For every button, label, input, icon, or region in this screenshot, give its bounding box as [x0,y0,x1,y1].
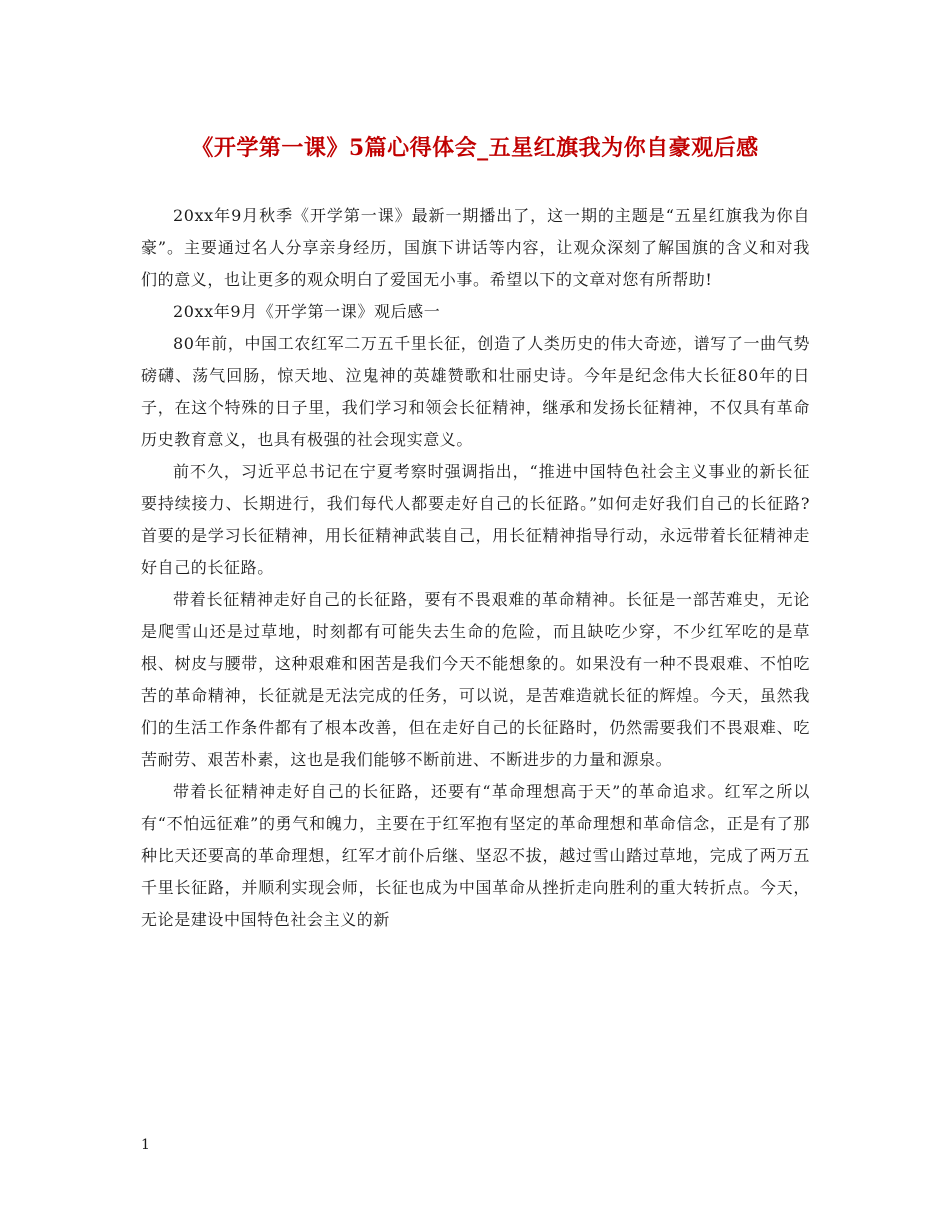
body-paragraph: 带着长征精神走好自己的长征路，要有不畏艰难的革命精神。长征是一部苦难史，无论是爬雪山还是过草地，时刻都有可能失去生命的危险，而且缺吃少穿，不少红军吃的是草根、树皮与腰带，这种艰难和困苦是我们今天不能想象的。如果没有一种不畏艰难、不怕吃苦的革命精神，长征就是无法完成的任务，可以说，是苦难造就长征的辉煌。今天，虽然我们的生活工作条件都有了根本改善，但在走好自己的长征路时，仍然需要我们不畏艰难、吃苦耐劳、艰苦朴素，这也是我们能够不断前进、不断进步的力量和源泉。 [141,590,810,769]
body-paragraph: 带着长征精神走好自己的长征路，还要有“革命理想高于天”的革命追求。红军之所以有“不怕远征难”的勇气和魄力，主要在于红军抱有坚定的革命理想和革命信念，正是有了那种比天还要高的革命理想，红军才前仆后继、坚忍不拔，越过雪山踏过草地，完成了两万五千里长征路，并顺利实现会师，长征也成为中国革命从挫折走向胜利的重大转折点。今天，无论是建设中国特色社会主义的新 [141,782,810,929]
section-heading: 20xx年9月《开学第一课》观后感一 [173,302,441,321]
body-paragraph: 前不久，习近平总书记在宁夏考察时强调指出，“推进中国特色社会主义事业的新长征要持续接力、长期进行，我们每代人都要走好自己的长征路。”如何走好我们自己的长征路?首要的是学习长征精神，用长征精神武装自己，用长征精神指导行动，永远带着长征精神走好自己的长征路。 [141,462,810,577]
page-number: 1 [141,1137,150,1153]
intro-paragraph: 20xx年9月秋季《开学第一课》最新一期播出了，这一期的主题是“五星红旗我为你自豪”。主要通过名人分享亲身经历，国旗下讲话等内容，让观众深刻了解国旗的含义和对我们的意义，也让更多的观众明白了爱国无小事。希望以下的文章对您有所帮助! [141,206,810,289]
document-body [141,200,810,936]
document-title: 《开学第一课》5篇心得体会_五星红旗我为你自豪观后感 [191,135,759,161]
body-paragraph: 80年前，中国工农红军二万五千里长征，创造了人类历史的伟大奇迹，谱写了一曲气势磅礴、荡气回肠，惊天地、泣鬼神的英雄赞歌和壮丽史诗。今年是纪念伟大长征80年的日子，在这个特殊的日子里，我们学习和领会长征精神，继承和发扬长征精神，不仅具有革命历史教育意义，也具有极强的社会现实意义。 [141,334,810,449]
